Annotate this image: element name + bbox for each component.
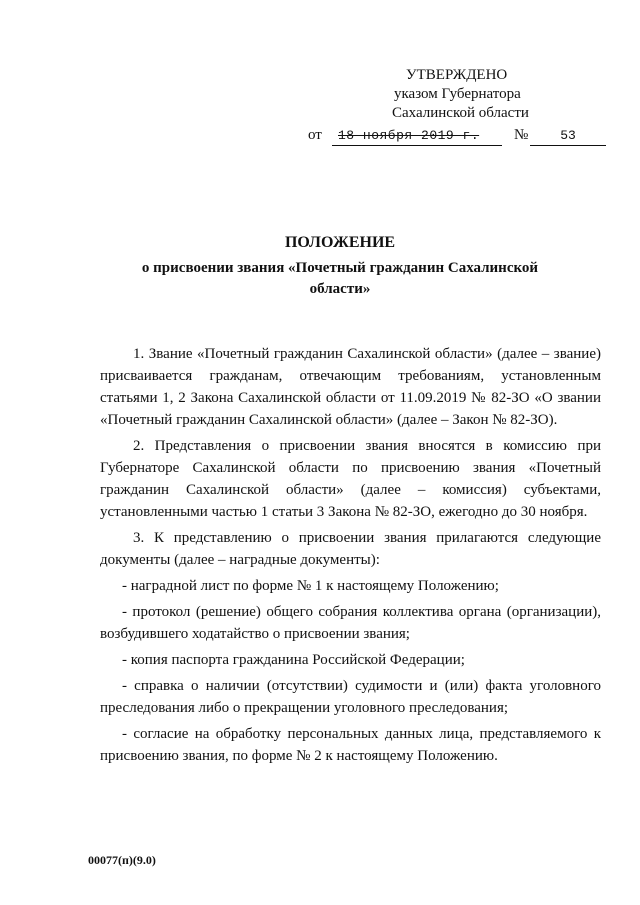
paragraph-1: 1. Звание «Почетный гражданин Сахалинской области» (далее – звание) присваивается гражданам, отвечающим требованиям, установленным статьями 1, 2 Закона Сахалинской области от 11.09.2019 № 82-ЗО «О звании «Почетный гражданин Сахалинской области» (далее – Закон № 82-ЗО).	[100, 346, 601, 428]
paragraph-2: 2. Представления о присвоении звания вносятся в комиссию при Губернаторе Сахалинской области по присвоению звания «Почетный гражданин Сахалинской области» (далее – комиссия) субъектами, установленными частью 1 статьи 3 Закона № 82-ЗО, ежегодно до 30 ноября.	[100, 438, 601, 520]
document-body	[100, 343, 601, 767]
list-item: - согласие на обработку персональных данных лица, представляемого к присвоению звания, по форме № 2 к настоящему Положению.	[100, 726, 601, 764]
list-item: - протокол (решение) общего собрания коллектива органа (организации), возбудившего ходатайство о присвоении звания;	[100, 604, 601, 642]
approval-authority: указом Губернатора	[394, 86, 521, 102]
approval-date-field	[332, 126, 502, 146]
paragraph-3: 3. К представлению о присвоении звания прилагаются следующие документы (далее – наградные документы):	[100, 530, 601, 568]
approval-title: УТВЕРЖДЕНО	[406, 67, 508, 83]
list-item: - справка о наличии (отсутствии) судимости и (или) факта уголовного преследования либо о прекращении уголовного преследования;	[100, 678, 601, 716]
document-subtitle: о присвоении звания «Почетный гражданин Сахалинской области»	[141, 260, 539, 297]
approval-region: Сахалинской области	[392, 105, 529, 121]
list-item: - наградной лист по форме № 1 к настоящему Положению;	[122, 578, 499, 594]
list-item: - копия паспорта гражданина Российской Федерации;	[122, 652, 465, 668]
number-label: №	[514, 127, 529, 143]
document-heading	[140, 232, 540, 300]
approval-date: 18 ноября 2019 г.	[338, 128, 480, 143]
document-title: ПОЛОЖЕНИЕ	[284, 234, 396, 251]
date-prefix: от	[308, 127, 322, 143]
footer-code: 00077(п)(9.0)	[88, 853, 156, 867]
approval-number: 53	[530, 126, 606, 146]
